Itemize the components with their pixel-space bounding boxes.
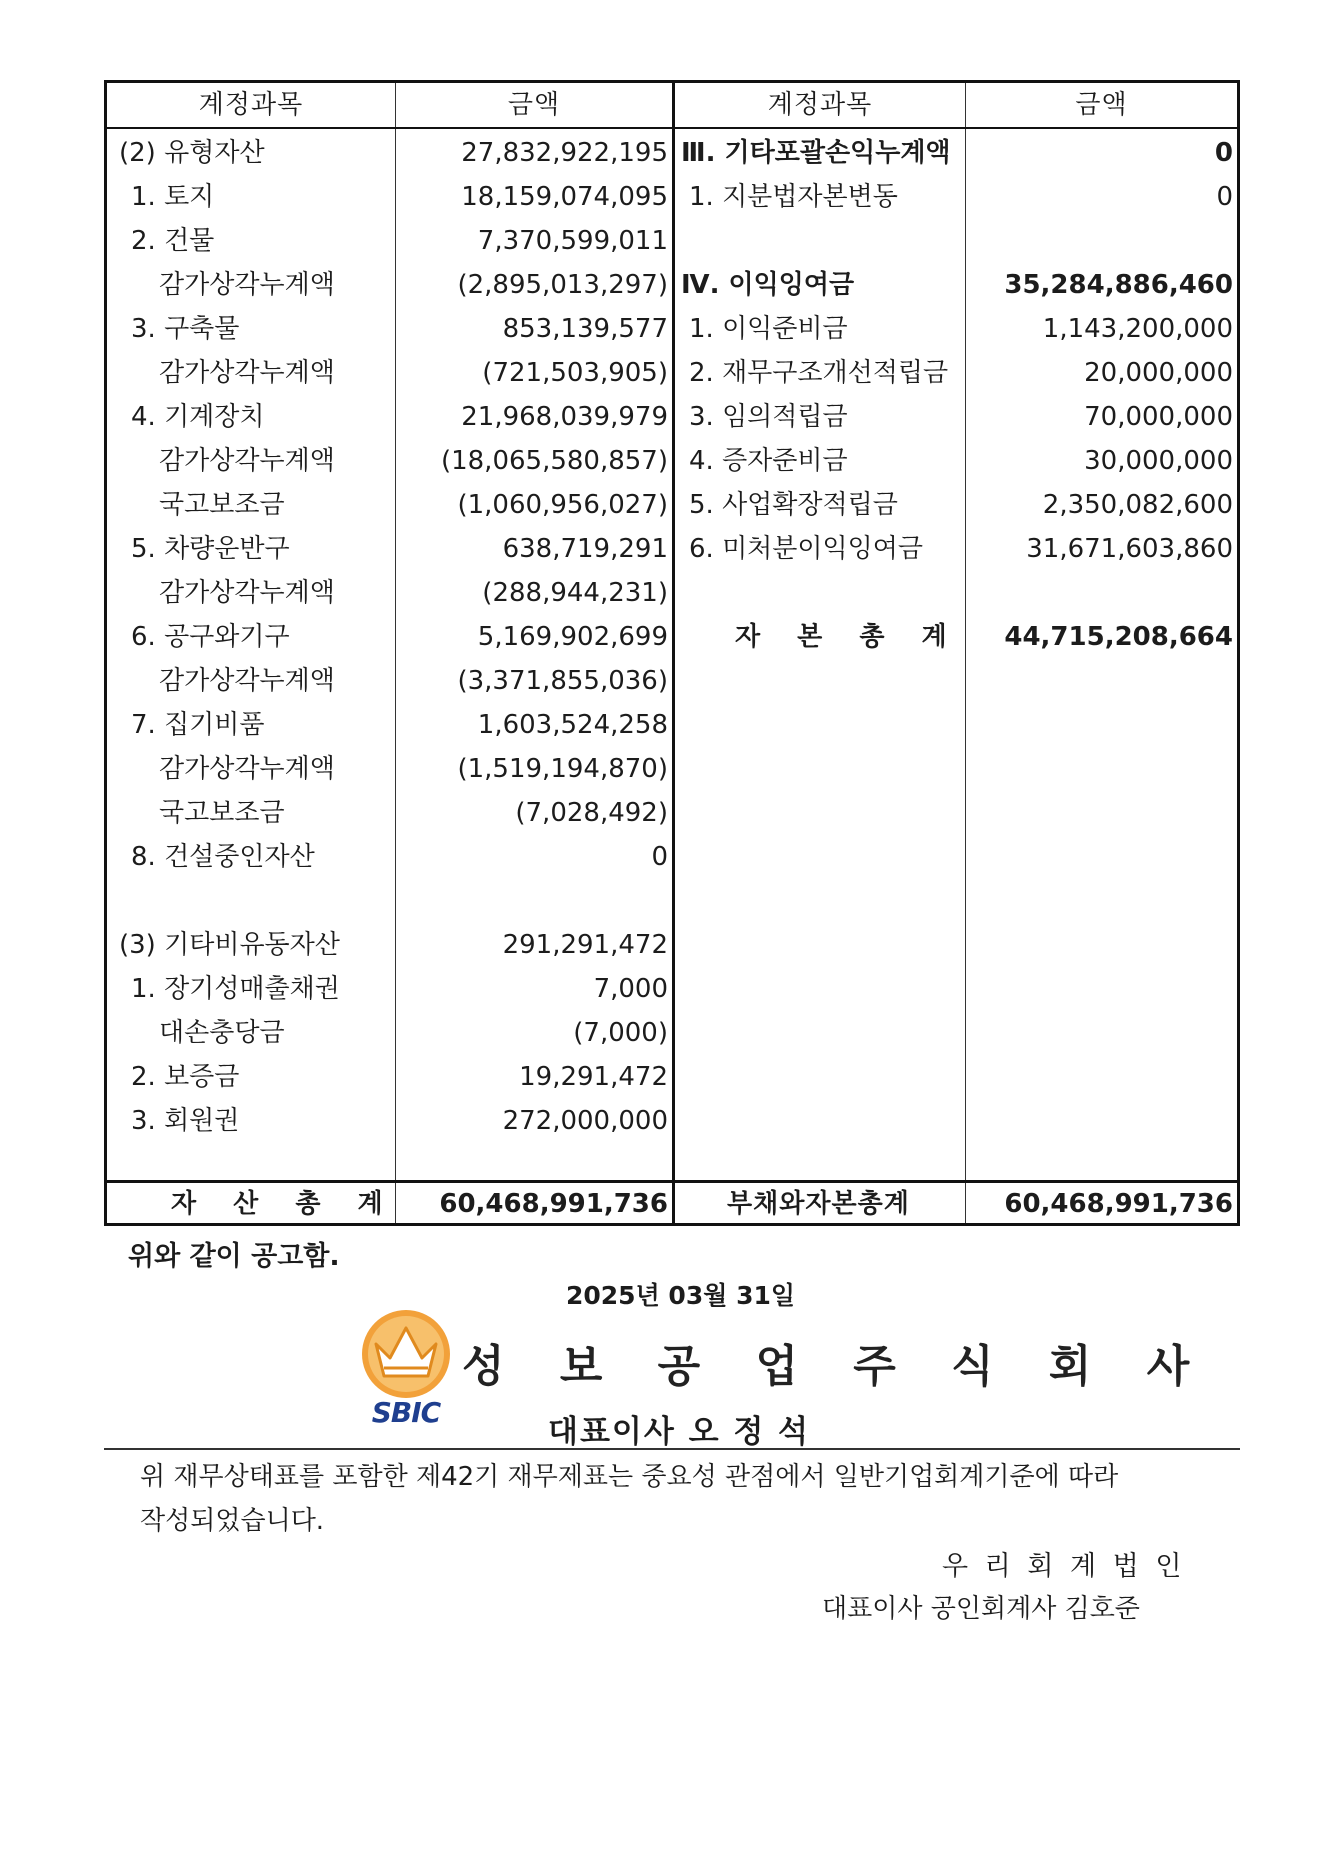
total-assets-label: 자 산 총 계 xyxy=(171,1189,397,1219)
logo-wordmark: SBIC xyxy=(371,1396,441,1429)
table-row xyxy=(675,175,1240,219)
account-amount: 0 xyxy=(1216,182,1233,212)
account-amount: 21,968,039,979 xyxy=(461,402,668,432)
account-amount: 7,000 xyxy=(593,974,668,1004)
account-label: 6. 미처분이익잉여금 xyxy=(689,534,923,564)
header-right-amount: 금액 xyxy=(1075,90,1128,120)
account-label: 대손충당금 xyxy=(159,1018,285,1048)
account-label: 3. 임의적립금 xyxy=(689,402,848,432)
account-label: 6. 공구와기구 xyxy=(131,622,290,652)
company-logo xyxy=(358,1306,454,1430)
account-amount: (721,503,905) xyxy=(482,358,668,388)
account-amount: 2,350,082,600 xyxy=(1042,490,1233,520)
account-amount: 0 xyxy=(651,842,668,872)
table-row xyxy=(675,307,1240,351)
table-row xyxy=(107,527,672,571)
table-row xyxy=(675,395,1240,439)
account-amount: (7,000) xyxy=(573,1018,668,1048)
table-row xyxy=(107,791,672,835)
account-label: 3. 회원권 xyxy=(131,1106,240,1136)
table-row xyxy=(675,439,1240,483)
table-row xyxy=(107,835,672,879)
section-divider xyxy=(104,1448,1240,1450)
account-label: 국고보조금 xyxy=(159,490,285,520)
account-amount: 30,000,000 xyxy=(1084,446,1233,476)
table-row xyxy=(675,219,1240,263)
account-amount: (7,028,492) xyxy=(515,798,668,828)
account-label: 8. 건설중인자산 xyxy=(131,842,315,872)
account-amount: 18,159,074,095 xyxy=(461,182,668,212)
account-amount: 1,143,200,000 xyxy=(1042,314,1233,344)
table-row xyxy=(675,263,1240,307)
account-amount: 70,000,000 xyxy=(1084,402,1233,432)
table-row xyxy=(107,439,672,483)
table-row xyxy=(107,1099,672,1143)
announcement-date: 2025년 03월 31일 xyxy=(566,1281,796,1310)
account-amount: 20,000,000 xyxy=(1084,358,1233,388)
table-row xyxy=(107,1055,672,1099)
table-row xyxy=(107,307,672,351)
account-amount: 272,000,000 xyxy=(502,1106,668,1136)
account-label: (2) 유형자산 xyxy=(119,138,265,168)
account-label: 감가상각누계액 xyxy=(159,578,335,608)
total-liabilities-equity-amount: 60,468,991,736 xyxy=(1004,1189,1233,1219)
account-label: Ⅳ. 이익잉여금 xyxy=(681,270,855,300)
account-label: 국고보조금 xyxy=(159,798,285,828)
account-amount: 7,370,599,011 xyxy=(477,226,668,256)
total-liabilities-equity-label: 부채와자본총계 xyxy=(727,1189,910,1219)
account-label: 감가상각누계액 xyxy=(159,754,335,784)
table-row xyxy=(675,483,1240,527)
account-label: 2. 보증금 xyxy=(131,1062,240,1092)
account-label: 감가상각누계액 xyxy=(159,358,335,388)
account-amount: 638,719,291 xyxy=(502,534,668,564)
account-label: 감가상각누계액 xyxy=(159,666,335,696)
table-row xyxy=(107,131,672,175)
table-row xyxy=(107,351,672,395)
audit-firm-name: 우 리 회 계 법 인 xyxy=(942,1551,1186,1582)
table-row xyxy=(107,219,672,263)
account-amount: 291,291,472 xyxy=(502,930,668,960)
account-amount: 44,715,208,664 xyxy=(1004,622,1233,652)
audit-signer: 대표이사 공인회계사 김호준 xyxy=(822,1594,1140,1624)
account-label: 감가상각누계액 xyxy=(159,270,335,300)
table-row xyxy=(675,615,1240,659)
table-header xyxy=(107,83,1237,127)
account-label: Ⅲ. 기타포괄손익누계액 xyxy=(681,138,951,168)
account-amount: (18,065,580,857) xyxy=(440,446,668,476)
table-row xyxy=(107,395,672,439)
account-amount: 853,139,577 xyxy=(502,314,668,344)
table-row xyxy=(107,263,672,307)
company-name: 성 보 공 업 주 식 회 사 xyxy=(462,1341,1210,1392)
header-divider xyxy=(107,127,1237,129)
account-label: 4. 증자준비금 xyxy=(689,446,848,476)
representative-name: 대표이사 오 정 석 xyxy=(548,1414,810,1450)
account-amount: 19,291,472 xyxy=(519,1062,668,1092)
account-label: 1. 장기성매출채권 xyxy=(131,974,340,1004)
total-assets-amount: 60,468,991,736 xyxy=(439,1189,668,1219)
account-amount: (288,944,231) xyxy=(482,578,668,608)
account-label: 3. 구축물 xyxy=(131,314,240,344)
account-amount: (1,060,956,027) xyxy=(457,490,668,520)
account-label: 1. 토지 xyxy=(131,182,215,212)
table-row xyxy=(107,483,672,527)
audit-statement-line-2: 작성되었습니다. xyxy=(140,1506,325,1536)
audit-statement-line-1: 위 재무상태표를 포함한 제42기 재무제표는 중요성 관점에서 일반기업회계기준에 따라 xyxy=(140,1462,1119,1492)
header-left-amount: 금액 xyxy=(507,90,561,120)
table-row xyxy=(107,967,672,1011)
account-label: 2. 재무구조개선적립금 xyxy=(689,358,949,388)
totals-row xyxy=(107,1183,1237,1226)
table-row xyxy=(675,571,1240,615)
table-row xyxy=(107,879,672,923)
account-amount: 5,169,902,699 xyxy=(477,622,668,652)
balance-sheet-table xyxy=(104,80,1240,1226)
table-row xyxy=(107,703,672,747)
table-row xyxy=(107,175,672,219)
announcement-text: 위와 같이 공고함. xyxy=(128,1241,340,1272)
header-left-account: 계정과목 xyxy=(198,90,304,120)
account-amount: 1,603,524,258 xyxy=(477,710,668,740)
table-row xyxy=(107,1011,672,1055)
account-amount: (1,519,194,870) xyxy=(457,754,668,784)
account-amount: (3,371,855,036) xyxy=(457,666,668,696)
table-row xyxy=(107,571,672,615)
table-row xyxy=(107,659,672,703)
account-amount: 0 xyxy=(1214,138,1233,168)
account-label: 2. 건물 xyxy=(131,226,215,256)
account-amount: (2,895,013,297) xyxy=(457,270,668,300)
account-label: 5. 차량운반구 xyxy=(131,534,290,564)
account-label: 4. 기계장치 xyxy=(131,402,265,432)
table-row xyxy=(107,615,672,659)
account-label: (3) 기타비유동자산 xyxy=(119,930,340,960)
account-amount: 27,832,922,195 xyxy=(461,138,668,168)
account-label: 1. 지분법자본변동 xyxy=(689,182,898,212)
account-label: 감가상각누계액 xyxy=(159,446,335,476)
table-row xyxy=(107,923,672,967)
account-label: 자 본 총 계 xyxy=(735,622,961,652)
account-amount: 35,284,886,460 xyxy=(1004,270,1233,300)
header-right-account: 계정과목 xyxy=(767,90,873,120)
account-label: 1. 이익준비금 xyxy=(689,314,848,344)
account-label: 7. 집기비품 xyxy=(131,710,265,740)
account-label: 5. 사업확장적립금 xyxy=(689,490,898,520)
account-amount: 31,671,603,860 xyxy=(1026,534,1233,564)
table-row xyxy=(107,747,672,791)
table-row xyxy=(675,131,1240,175)
table-row xyxy=(675,527,1240,571)
table-row xyxy=(675,351,1240,395)
